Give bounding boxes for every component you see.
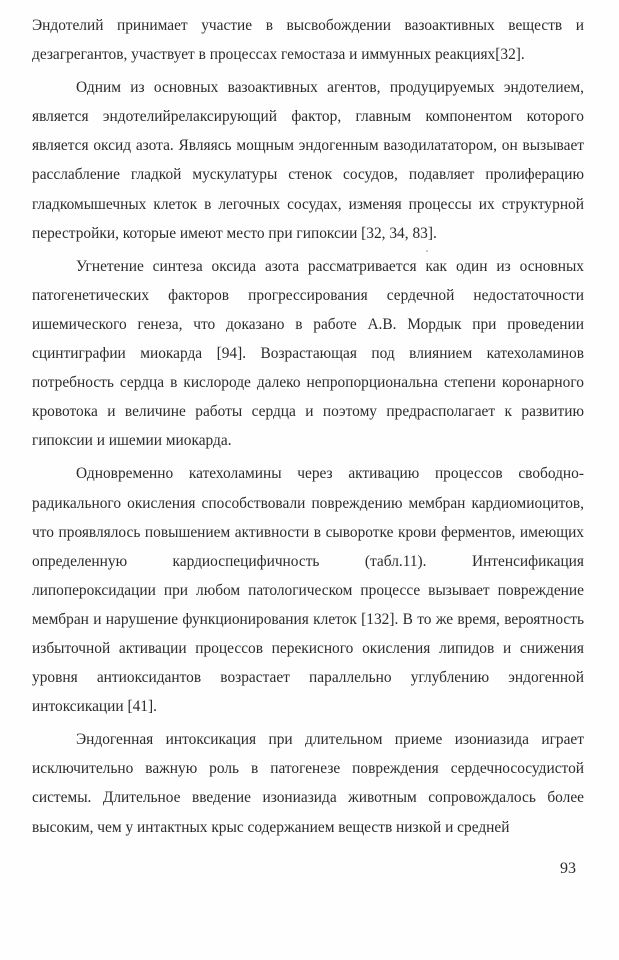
paragraph-2: Одним из основных вазоактивных агентов, продуцируемых эндотелием, является эндотелийрелаксирующий фактор, главным компонентом которого является оксид азота. Являясь мощным эндогенным вазодилататором, он вызывает расслабление гладкой мускулатуры стенок сосудов, подавляет пролиферацию гладкомышечных клеток в легочных сосудах, изменяя процессы их структурной перестройки, которые имеют место при гипоксии [32, 34, 83]. — [32, 79, 584, 242]
paragraph-4: Одновременно катехоламины через активацию процессов свободно-радикального окисления способствовали повреждению мембран кардиомиоцитов, что проявлялось повышением активности в сыворотке крови ферментов, имеющих определенную кардиоспецифичность (табл.11). Интенсификация липопероксидации при любом патологическом процессе вызывает повреждение мембран и нарушение функционирования клеток [132]. В то же время, вероятность избыточной активации процессов перекисного окисления липидов и снижения уровня антиоксидантов возрастает параллельно углублению эндогенной интоксикации [41]. — [32, 465, 584, 716]
body-text — [32, 11, 584, 842]
scan-speck — [426, 250, 428, 252]
paragraph-5: Эндогенная интоксикация при длительном приеме изониазида играет исключительно важную роль в патогенезе повреждения сердечнососудистой системы. Длительное введение изониазида животным сопровождалось более высоким, чем у интактных крыс содержанием веществ низкой и средней — [32, 731, 584, 836]
paragraph-3: Угнетение синтеза оксида азота рассматривается как один из основных патогенетических факторов прогрессирования сердечной недостаточности ишемического генеза, что доказано в работе А.В. Мордык при проведении сцинтиграфии миокарда [94]. Возрастающая под влиянием катехоламинов потребность сердца в кислороде далеко непропорциональна степени коронарного кровотока и величине работы сердца и поэтому предрасполагает к развитию гипоксии и ишемии миокарда. — [32, 257, 584, 450]
page-number: 93 — [560, 860, 576, 877]
paragraph-1: Эндотелий принимает участие в высвобождении вазоактивных веществ и дезагрегантов, участвует в процессах гемостаза и иммунных реакциях[32]. — [32, 17, 584, 64]
